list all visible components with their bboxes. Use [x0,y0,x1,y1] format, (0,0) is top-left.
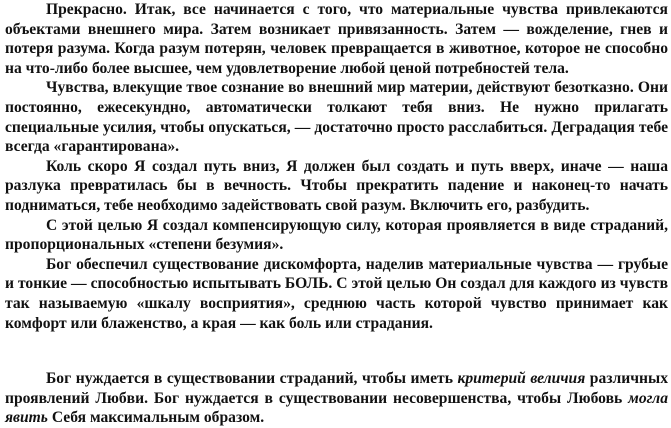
paragraph-3: Коль скоро Я создал путь вниз, Я должен был создать и путь вверх, иначе — наша разлука превратилась бы в вечность. Чтобы прекратить падение и наконец-то начать подниматься, тебе необходимо задействовать свой разум. Включить его, разбудить. [5,157,668,214]
paragraph-1: Прекрасно. Итак, все начинается с того, что материальные чувства привлекаются объектами внешнего мира. Затем возникает привязанность. Затем — вожделение, гнев и потеря разума. Когда разум потерян, человек превращается в животное, которое не способно на что-либо более высшее, чем удовлетворение любой ценой потребностей тела. [5,1,668,77]
closing-text-1: Бог нуждается в существовании страданий, чтобы иметь [46,370,458,388]
closing-emphasis-2: могла явить [5,389,668,427]
paragraph-5: Бог обеспечил существование дискомфорта, наделив материальные чувства — грубые и тонкие — способностью испытывать БОЛЬ. С этой целью Он создал для каждого из чувств так называемую «шкалу восприятия», среднюю часть которой чувство принимает как комфорт или блаженство, а края — как боль или страдания. [5,255,668,332]
paragraph-4: С этой целью Я создал компенсирующую силу, которая проявляется в виде страданий, пропорциональных «степени безумия». [5,216,668,254]
section-gap [5,333,668,367]
closing-emphasis-1: критерий величия [457,370,586,388]
closing-text-2: различных проявлений Любви. Бог нуждается в существовании несовершенства, чтобы Любовь [5,370,668,407]
closing-paragraph [5,369,668,428]
closing-text-3: Себя максимальным образом. [47,409,265,427]
paragraph-2: Чувства, влекущие твое сознание во внешний мир материи, действуют безотказно. Они постоянно, ежесекундно, автоматически толкают тебя вниз. Не нужно прилагать специальные усилия, чтобы опускаться, — достаточно просто расслабиться. Деградация тебе всегда «гарантирована». [5,79,668,156]
